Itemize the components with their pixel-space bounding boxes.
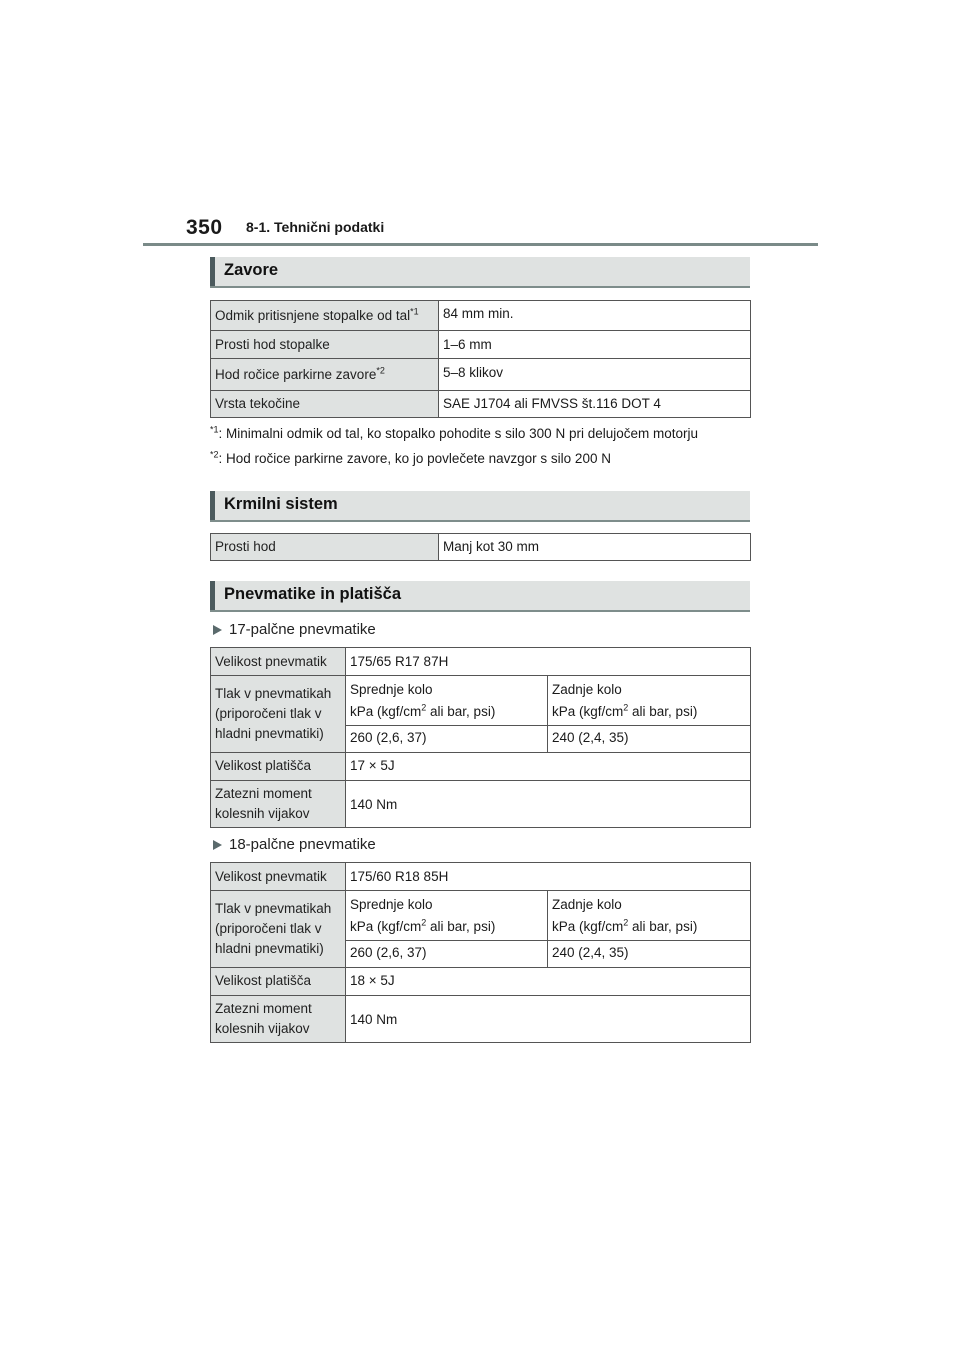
table-row bbox=[211, 359, 751, 391]
tires-17-table bbox=[210, 647, 751, 828]
steering-value: Manj kot 30 mm bbox=[439, 534, 751, 561]
footnote: $^{*1}$: Minimalni odmik od tal, ko stopalko pohodite s silo 300 N pri delujočem motorju bbox=[210, 424, 698, 441]
rim-size-value: 17 × 5J bbox=[346, 753, 751, 781]
table-row bbox=[211, 863, 751, 891]
steering-label: Prosti hod bbox=[211, 534, 439, 561]
table-row bbox=[211, 534, 751, 561]
tire-size-label: Velikost pnevmatik bbox=[211, 648, 346, 676]
heading-accent-bar bbox=[210, 491, 215, 520]
section-title: 8-1. Tehnični podatki bbox=[246, 219, 385, 235]
tires-18-table bbox=[210, 862, 751, 1043]
brakes-heading bbox=[210, 257, 750, 288]
table-row bbox=[211, 676, 751, 726]
tires-17-subheading: 17-palčne pnevmatike bbox=[213, 621, 376, 638]
table-row bbox=[211, 781, 751, 828]
front-wheel-header: Sprednje kolo kPa ($kgf/cm^2$ ali bar, psi) bbox=[346, 676, 548, 726]
table-row bbox=[211, 753, 751, 781]
brakes-row-value: 5–8 klikov bbox=[439, 359, 751, 391]
page-number: 350 bbox=[186, 216, 223, 239]
brakes-footnotes bbox=[210, 421, 698, 471]
brakes-row-label: Odmik pritisnjene stopalke od tal$^{*1}$ bbox=[211, 301, 439, 331]
rear-pressure-value: 240 (2,4, 35) bbox=[548, 726, 751, 753]
tire-size-label: Velikost pnevmatik bbox=[211, 863, 346, 891]
tire-size-value: 175/65 R17 87H bbox=[346, 648, 751, 676]
heading-accent-bar bbox=[210, 257, 215, 286]
table-row bbox=[211, 301, 751, 331]
header-divider bbox=[143, 243, 818, 246]
pressure-label: Tlak v pnevmatikah (priporočeni tlak v hladni pnevmatiki) bbox=[211, 891, 346, 968]
table-row bbox=[211, 648, 751, 676]
steering-heading bbox=[210, 491, 750, 522]
heading-accent-bar bbox=[210, 581, 215, 610]
rear-wheel-header: Zadnje kolo kPa ($kgf/cm^2$ ali bar, psi) bbox=[548, 891, 751, 941]
front-pressure-value: 260 (2,6, 37) bbox=[346, 726, 548, 753]
table-row bbox=[211, 968, 751, 996]
front-pressure-value: 260 (2,6, 37) bbox=[346, 941, 548, 968]
front-wheel-header: Sprednje kolo kPa ($kgf/cm^2$ ali bar, psi) bbox=[346, 891, 548, 941]
triangle-bullet-icon bbox=[213, 625, 222, 635]
torque-label: Zatezni moment kolesnih vijakov bbox=[211, 781, 346, 828]
brakes-row-value: SAE J1704 ali FMVSS št.116 DOT 4 bbox=[439, 391, 751, 418]
footnote: $^{*2}$: Hod ročice parkirne zavore, ko jo povlečete navzgor s silo 200 N bbox=[210, 449, 611, 466]
brakes-row-value: 84 mm min. bbox=[439, 301, 751, 331]
brakes-row-label: Prosti hod stopalke bbox=[211, 331, 439, 359]
triangle-bullet-icon bbox=[213, 840, 222, 850]
brakes-row-label: Hod ročice parkirne zavore$^{*2}$ bbox=[211, 359, 439, 391]
steering-table bbox=[210, 533, 751, 561]
tires-heading-text: Pnevmatike in platišča bbox=[224, 585, 401, 603]
torque-value: 140 Nm bbox=[346, 781, 751, 828]
steering-heading-text: Krmilni sistem bbox=[224, 495, 338, 513]
brakes-row-label: Vrsta tekočine bbox=[211, 391, 439, 418]
brakes-table bbox=[210, 300, 751, 418]
rear-wheel-header: Zadnje kolo kPa ($kgf/cm^2$ ali bar, psi) bbox=[548, 676, 751, 726]
rim-size-label: Velikost platišča bbox=[211, 753, 346, 781]
torque-label: Zatezni moment kolesnih vijakov bbox=[211, 996, 346, 1043]
table-row bbox=[211, 331, 751, 359]
pressure-label: Tlak v pnevmatikah (priporočeni tlak v hladni pnevmatiki) bbox=[211, 676, 346, 753]
torque-value: 140 Nm bbox=[346, 996, 751, 1043]
rim-size-value: 18 × 5J bbox=[346, 968, 751, 996]
table-row bbox=[211, 891, 751, 941]
rim-size-label: Velikost platišča bbox=[211, 968, 346, 996]
brakes-heading-text: Zavore bbox=[224, 261, 279, 279]
tire-size-value: 175/60 R18 85H bbox=[346, 863, 751, 891]
rear-pressure-value: 240 (2,4, 35) bbox=[548, 941, 751, 968]
brakes-row-value: 1–6 mm bbox=[439, 331, 751, 359]
table-row bbox=[211, 391, 751, 418]
table-row bbox=[211, 996, 751, 1043]
tires-18-subheading: 18-palčne pnevmatike bbox=[213, 836, 376, 853]
tires-heading bbox=[210, 581, 750, 612]
